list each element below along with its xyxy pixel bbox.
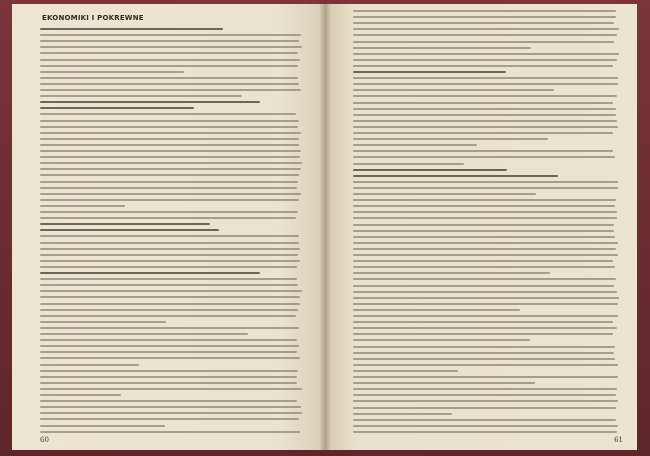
text-line (40, 65, 298, 67)
text-line (353, 175, 558, 177)
text-line (40, 345, 299, 347)
text-line (40, 284, 298, 286)
text-line (40, 46, 302, 48)
text-line (353, 382, 535, 384)
section-heading: EKONOMIKI I POKREWNE (42, 14, 144, 22)
text-line (40, 83, 299, 85)
text-line (353, 138, 548, 140)
text-line (353, 254, 618, 256)
text-line (353, 230, 614, 232)
text-line (353, 144, 477, 146)
text-line (40, 248, 300, 250)
text-line (353, 169, 507, 171)
left-page (12, 4, 325, 450)
text-line (40, 272, 260, 274)
text-line (40, 95, 242, 97)
text-line (353, 163, 464, 165)
text-line (353, 120, 617, 122)
text-line (353, 400, 618, 402)
text-line (40, 199, 299, 201)
text-line (353, 333, 613, 335)
right-page (325, 4, 637, 450)
text-line (40, 144, 299, 146)
text-line (353, 150, 613, 152)
text-line (353, 352, 614, 354)
text-line (353, 413, 452, 415)
text-line (40, 181, 298, 183)
text-line (353, 346, 615, 348)
text-line (40, 120, 299, 122)
text-line (353, 260, 613, 262)
text-line (353, 315, 618, 317)
text-line (353, 10, 616, 12)
text-line (353, 22, 614, 24)
text-line (40, 327, 299, 329)
text-line (353, 303, 618, 305)
text-line (40, 132, 301, 134)
text-line (40, 431, 300, 433)
text-line (40, 113, 296, 115)
text-line (353, 211, 617, 213)
text-line (40, 59, 300, 61)
text-line (353, 217, 617, 219)
text-line (353, 394, 616, 396)
text-line (40, 34, 301, 36)
text-line (40, 126, 298, 128)
text-line (40, 296, 300, 298)
text-line (353, 297, 619, 299)
text-line (40, 321, 166, 323)
text-line (40, 278, 297, 280)
text-line (353, 285, 614, 287)
text-line (353, 77, 618, 79)
text-line (353, 425, 618, 427)
text-line (40, 89, 301, 91)
left-page-text-block (12, 4, 325, 450)
text-line (40, 309, 298, 311)
text-line (40, 357, 300, 359)
text-line (353, 364, 618, 366)
text-line (40, 168, 301, 170)
text-line (353, 431, 617, 433)
right-page-text-block (325, 4, 637, 450)
text-line (353, 321, 613, 323)
text-line (40, 28, 223, 30)
text-line (353, 34, 617, 36)
text-line (353, 199, 616, 201)
text-line (353, 291, 617, 293)
text-line (40, 162, 302, 164)
text-line (40, 150, 301, 152)
text-line (40, 315, 296, 317)
text-line (40, 205, 125, 207)
text-line (353, 181, 618, 183)
text-line (353, 102, 613, 104)
text-line (353, 205, 615, 207)
text-line (40, 406, 301, 408)
text-line (40, 266, 297, 268)
text-line (40, 260, 300, 262)
text-line (353, 242, 618, 244)
text-line (40, 333, 248, 335)
page-number-right: 61 (614, 436, 623, 444)
page-number-left: 60 (40, 436, 49, 444)
text-line (353, 248, 616, 250)
text-line (40, 376, 297, 378)
text-line (353, 16, 616, 18)
text-line (40, 223, 210, 225)
text-line (40, 71, 184, 73)
text-line (353, 327, 617, 329)
text-line (353, 407, 616, 409)
text-line (40, 101, 260, 103)
text-line (353, 419, 616, 421)
text-line (353, 89, 554, 91)
text-line (353, 388, 617, 390)
text-line (40, 254, 298, 256)
text-line (40, 211, 298, 213)
text-line (40, 107, 194, 109)
text-line (40, 242, 299, 244)
text-line (40, 400, 297, 402)
text-line (353, 272, 550, 274)
text-line (353, 224, 614, 226)
text-line (40, 364, 139, 366)
text-line (353, 59, 617, 61)
text-line (353, 126, 618, 128)
text-line (40, 217, 296, 219)
text-line (40, 235, 299, 237)
text-line (353, 28, 619, 30)
text-line (353, 309, 520, 311)
text-line (353, 376, 618, 378)
text-line (353, 370, 458, 372)
text-line (40, 370, 298, 372)
text-line (40, 229, 219, 231)
text-line (353, 83, 618, 85)
text-line (40, 156, 300, 158)
text-line (40, 425, 165, 427)
text-line (353, 266, 615, 268)
text-line (40, 290, 302, 292)
text-line (40, 351, 297, 353)
text-line (353, 53, 619, 55)
text-line (40, 40, 299, 42)
text-line (353, 187, 618, 189)
text-line (40, 138, 299, 140)
text-line (40, 187, 297, 189)
text-line (40, 174, 299, 176)
text-line (353, 65, 613, 67)
text-line (40, 382, 297, 384)
text-line (353, 278, 616, 280)
text-line (40, 339, 297, 341)
book-gutter (319, 4, 331, 450)
text-line (353, 95, 617, 97)
text-line (353, 41, 614, 43)
text-line (353, 114, 616, 116)
text-line (353, 71, 506, 73)
text-line (40, 418, 299, 420)
text-line (40, 193, 301, 195)
text-line (40, 388, 302, 390)
text-line (353, 339, 530, 341)
text-line (353, 156, 615, 158)
text-line (353, 108, 616, 110)
text-line (40, 394, 121, 396)
text-line (40, 77, 298, 79)
text-line (353, 236, 615, 238)
text-line (40, 412, 302, 414)
text-line (353, 193, 536, 195)
text-line (353, 47, 531, 49)
text-line (353, 358, 615, 360)
text-line (353, 132, 613, 134)
text-line (40, 52, 298, 54)
text-line (40, 303, 300, 305)
